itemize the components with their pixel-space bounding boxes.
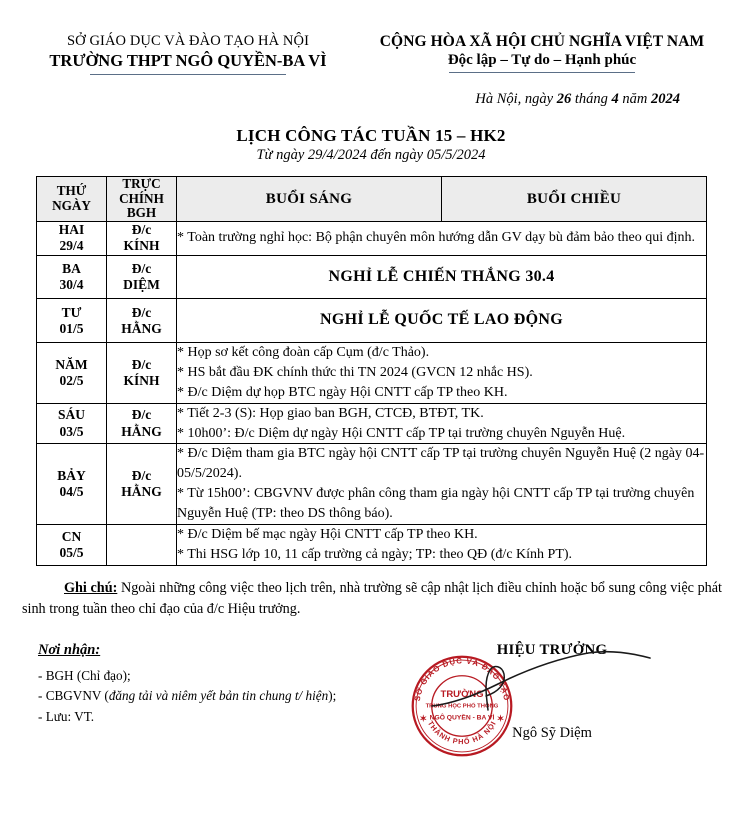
recipient-text: - CBGVNV ( bbox=[38, 688, 109, 704]
school-name bbox=[49, 51, 326, 75]
row-date: 05/5 bbox=[59, 544, 84, 560]
national-motto-underline bbox=[449, 72, 635, 73]
recipient-text: - Lưu: VT. bbox=[38, 708, 95, 724]
row-date: 01/5 bbox=[59, 320, 84, 336]
table-body bbox=[37, 222, 707, 565]
table-row bbox=[37, 403, 707, 444]
duty-prefix: Đ/c bbox=[131, 467, 152, 483]
date-mid1: tháng bbox=[571, 90, 612, 107]
table-header bbox=[37, 176, 707, 221]
recipient-note: đăng tải và niêm yết bản tin chung t/ hiện bbox=[108, 688, 329, 704]
row-day-cell bbox=[37, 299, 107, 343]
row-weekday: CN bbox=[61, 528, 82, 544]
row-day-cell bbox=[37, 255, 107, 299]
task-line: * Từ 15h00’: CBGVNV được phân công tham gia ngày hội CNTT cấp TP tại trường chuyên Nguyễn Huệ (TP: theo DS thông báo). bbox=[177, 486, 695, 522]
signer-title: HIỆU TRƯỞNG bbox=[496, 641, 608, 658]
note-text: Ngoài những công việc theo lịch trên, nhà trường sẽ cập nhật lịch điều chỉnh hoặc bổ sung công việc phát sinh trong tuần theo chỉ đạo của đ/c Hiệu trưởng. bbox=[22, 579, 723, 617]
recipient-text: - BGH (Chỉ đạo); bbox=[38, 667, 131, 683]
row-duty-officer-cell bbox=[107, 444, 177, 525]
signature-block bbox=[380, 641, 742, 746]
task-line: * HS bắt đầu ĐK chính thức thi TN 2024 (GVCN 12 nhắc HS). bbox=[177, 364, 533, 380]
national-motto-text: Độc lập – Tự do – Hạnh phúc bbox=[447, 52, 637, 68]
row-date: 03/5 bbox=[59, 423, 84, 439]
title-date-range: Từ ngày 29/4/2024 đến ngày 05/5/2024 bbox=[256, 146, 486, 163]
row-tasks-cell bbox=[177, 343, 707, 404]
date-day: 26 bbox=[556, 90, 572, 107]
row-weekday: BẢY bbox=[57, 467, 86, 483]
seal-star-left: ✶ bbox=[419, 713, 427, 724]
col-header-bgh bbox=[107, 176, 177, 221]
national-motto bbox=[448, 52, 636, 73]
duty-name: HẰNG bbox=[121, 423, 162, 439]
col-header-morning: BUỔI SÁNG bbox=[177, 176, 442, 221]
date-month: 4 bbox=[611, 90, 619, 107]
row-duty-officer-cell bbox=[107, 524, 177, 565]
row-holiday-cell: NGHỈ LỄ QUỐC TẾ LAO ĐỘNG bbox=[177, 299, 707, 343]
table-header-row bbox=[37, 176, 707, 221]
duty-prefix: Đ/c bbox=[131, 304, 152, 320]
official-seal-icon bbox=[406, 650, 518, 762]
row-weekday: TƯ bbox=[61, 304, 82, 320]
date-prefix: Hà Nội, ngày bbox=[475, 90, 557, 107]
table-row bbox=[37, 222, 707, 255]
duty-name: HẰNG bbox=[121, 484, 162, 500]
duty-prefix: Đ/c bbox=[131, 407, 152, 423]
row-duty-officer-cell bbox=[107, 403, 177, 444]
task-line: * Họp sơ kết công đoàn cấp Cụm (đ/c Thảo). bbox=[177, 345, 430, 361]
issue-date-line bbox=[0, 91, 742, 108]
date-year: 2024 bbox=[651, 90, 680, 107]
department-name: SỞ GIÁO DỤC VÀ ĐÀO TẠO HÀ NỘI bbox=[66, 33, 309, 49]
note-paragraph bbox=[22, 578, 722, 620]
recipients-block bbox=[0, 642, 380, 742]
task-line: * Đ/c Diệm tham gia BTC ngày hội CNTT cấp TP tại trường chuyên Nguyễn Huệ (2 ngày 04-05/5/2024). bbox=[177, 446, 705, 482]
table-row bbox=[37, 255, 707, 299]
seal-inner-line3: NGÔ QUYỀN - BA VÌ bbox=[429, 714, 495, 722]
seal-rim-top-text: SỞ GIÁO DỤC VÀ ĐÀO TẠO bbox=[412, 656, 512, 702]
task-line: * Đ/c Diệm bế mạc ngày Hội CNTT cấp TP theo KH. bbox=[177, 526, 478, 542]
document-header bbox=[0, 0, 742, 75]
task-line: * Toàn trường nghỉ học: Bộ phận chuyên môn hướng dẫn GV dạy bù đảm bảo theo qui định. bbox=[177, 230, 696, 246]
row-tasks-cell bbox=[177, 524, 707, 565]
table-row bbox=[37, 343, 707, 404]
col-header-day-line2: NGÀY bbox=[52, 198, 91, 214]
row-weekday: BA bbox=[62, 260, 81, 276]
school-name-underline bbox=[90, 74, 286, 75]
duty-prefix: Đ/c bbox=[131, 260, 152, 276]
signer-name: Ngô Sỹ Diệm bbox=[512, 724, 592, 741]
table-row bbox=[37, 444, 707, 525]
task-line: * Thi HSG lớp 10, 11 cấp trường cả ngày; TP: theo QĐ (đ/c Kính PT). bbox=[177, 546, 573, 562]
row-tasks-cell bbox=[177, 444, 707, 525]
recipient-tail: ); bbox=[328, 688, 337, 704]
task-line: * Đ/c Diệm dự họp BTC ngày Hội CNTT cấp TP theo KH. bbox=[177, 384, 508, 400]
school-name-text: TRƯỜNG THPT NGÔ QUYỀN-BA VÌ bbox=[49, 51, 327, 70]
recipient-item bbox=[38, 707, 380, 727]
row-day-cell bbox=[37, 444, 107, 525]
col-header-bgh-line2: CHÍNH bbox=[119, 190, 164, 206]
col-header-afternoon: BUỔI CHIỀU bbox=[442, 176, 707, 221]
col-header-day bbox=[37, 176, 107, 221]
row-weekday: NĂM bbox=[55, 356, 88, 372]
seal-inner-line1: TRƯỜNG bbox=[440, 688, 484, 700]
row-weekday: SÁU bbox=[57, 407, 85, 423]
duty-name: KÍNH bbox=[123, 372, 160, 388]
country-name: CỘNG HÒA XÃ HỘI CHỦ NGHĨA VIỆT NAM bbox=[379, 33, 705, 50]
duty-prefix: Đ/c bbox=[131, 356, 152, 372]
row-duty-officer-cell bbox=[107, 255, 177, 299]
page-title: LỊCH CÔNG TÁC TUẦN 15 – HK2 bbox=[236, 125, 506, 145]
national-heading-block bbox=[358, 33, 726, 75]
document-title-block bbox=[0, 126, 742, 164]
seal-rim-bottom-text: THÀNH PHỐ HÀ NỘI bbox=[425, 718, 499, 746]
row-weekday: HAI bbox=[58, 222, 85, 238]
row-holiday-cell: NGHỈ LỄ CHIẾN THẮNG 30.4 bbox=[177, 255, 707, 299]
row-tasks-cell bbox=[177, 222, 707, 255]
row-duty-officer-cell bbox=[107, 343, 177, 404]
schedule-table-wrapper bbox=[36, 176, 706, 566]
col-header-bgh-line3: BGH bbox=[126, 205, 157, 221]
row-duty-officer-cell bbox=[107, 222, 177, 255]
task-line: * 10h00’: Đ/c Diệm dự ngày Hội CNTT cấp TP tại trường chuyên Nguyễn Huệ. bbox=[177, 425, 626, 441]
col-header-bgh-line1: TRỰC bbox=[122, 175, 161, 191]
recipient-item bbox=[38, 666, 380, 686]
task-line: * Tiết 2-3 (S): Họp giao ban BGH, CTCĐ, BTĐT, TK. bbox=[177, 405, 484, 421]
col-header-day-line1: THỨ bbox=[56, 183, 87, 199]
row-date: 30/4 bbox=[59, 276, 84, 292]
row-day-cell bbox=[37, 403, 107, 444]
row-duty-officer-cell bbox=[107, 299, 177, 343]
recipients-title: Nơi nhận: bbox=[38, 641, 101, 658]
row-day-cell bbox=[37, 222, 107, 255]
row-date: 04/5 bbox=[59, 484, 84, 500]
seal-inner-line2: TRUNG HỌC PHỔ THÔNG bbox=[425, 703, 499, 710]
table-row bbox=[37, 299, 707, 343]
date-mid2: năm bbox=[618, 90, 651, 107]
note-label: Ghi chú: bbox=[64, 579, 118, 596]
duty-name: KÍNH bbox=[123, 238, 160, 254]
row-date: 02/5 bbox=[59, 372, 84, 388]
duty-name: HẰNG bbox=[121, 320, 162, 336]
duty-name: DIỆM bbox=[123, 276, 160, 292]
duty-prefix: Đ/c bbox=[131, 222, 152, 238]
seal-star-right: ✶ bbox=[496, 713, 505, 724]
row-day-cell bbox=[37, 343, 107, 404]
row-tasks-cell bbox=[177, 403, 707, 444]
weekly-schedule-table bbox=[36, 176, 707, 566]
recipients-list bbox=[38, 666, 380, 727]
row-day-cell bbox=[37, 524, 107, 565]
recipient-item bbox=[38, 686, 380, 706]
table-row bbox=[37, 524, 707, 565]
document-footer bbox=[0, 641, 742, 746]
row-date: 29/4 bbox=[59, 238, 84, 254]
issuing-authority-block bbox=[18, 33, 358, 75]
